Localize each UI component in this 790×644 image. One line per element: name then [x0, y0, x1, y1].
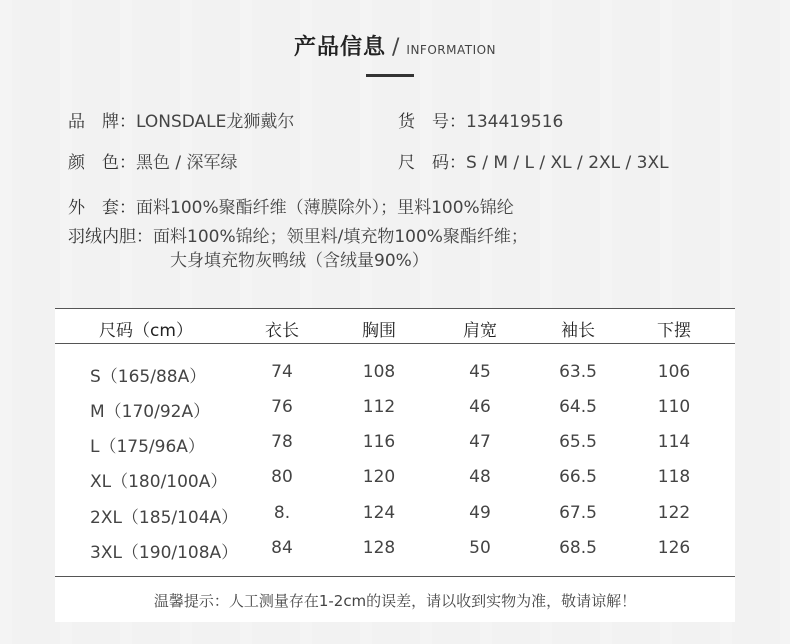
table-cell-sleeve: 67.5	[559, 503, 597, 523]
table-cell-shoulder: 46	[469, 397, 491, 417]
table-cell-chest: 128	[362, 538, 396, 558]
liner-row-continued	[170, 246, 429, 271]
brand-label: 品 牌：	[68, 112, 136, 132]
table-cell-hem: 106	[657, 362, 691, 382]
size-row	[398, 148, 669, 173]
color-label: 颜 色：	[68, 153, 136, 173]
table-cell-length: 76	[271, 397, 293, 417]
table-rule-bottom	[55, 576, 735, 577]
table-cell-size: 2XL（185/104A）	[90, 508, 239, 528]
table-cell-hem: 110	[657, 397, 691, 417]
table-rule-top	[55, 308, 735, 309]
table-cell-chest: 116	[362, 432, 396, 452]
table-header-length: 衣长	[265, 321, 299, 341]
color-row	[68, 148, 238, 173]
table-cell-chest: 120	[362, 467, 396, 487]
table-header-size: 尺码（cm）	[99, 321, 193, 341]
item-no-value: 134419516	[466, 112, 564, 132]
table-cell-sleeve: 63.5	[559, 362, 597, 382]
table-cell-size: XL（180/100A）	[90, 472, 228, 492]
table-cell-shoulder: 50	[469, 538, 491, 558]
table-cell-hem: 126	[657, 538, 691, 558]
table-cell-size: L（175/96A）	[90, 437, 205, 457]
shell-value: 面料100%聚酯纤维（薄膜除外）；里料100%锦纶	[136, 198, 514, 218]
table-cell-length: 80	[271, 467, 293, 487]
size-table	[55, 308, 735, 622]
table-cell-length: 84	[271, 538, 293, 558]
table-cell-sleeve: 66.5	[559, 467, 597, 487]
table-rule-header	[55, 343, 735, 344]
table-cell-sleeve: 64.5	[559, 397, 597, 417]
item-no-row	[398, 107, 563, 132]
table-cell-chest: 108	[362, 362, 396, 382]
table-cell-shoulder: 49	[469, 503, 491, 523]
brand-value: LONSDALE龙狮戴尔	[136, 112, 295, 132]
item-no-label: 货 号：	[398, 112, 466, 132]
table-header-sleeve: 袖长	[561, 321, 595, 341]
color-value: 黑色 / 深军绿	[136, 153, 238, 173]
shell-row	[68, 193, 514, 218]
table-cell-length: 74	[271, 362, 293, 382]
title-underline	[366, 74, 414, 77]
liner-row	[68, 222, 528, 247]
brand-row	[68, 107, 294, 132]
title-en: INFORMATION	[406, 43, 497, 57]
table-cell-chest: 112	[362, 397, 396, 417]
shell-label: 外 套：	[68, 198, 136, 218]
table-cell-length: 8.	[273, 503, 291, 523]
liner-label: 羽绒内胆：	[68, 227, 153, 247]
liner-value-line1: 面料100%锦纶；领里料/填充物100%聚酯纤维；	[153, 227, 528, 247]
table-header-shoulder: 肩宽	[463, 321, 497, 341]
table-cell-size: S（165/88A）	[90, 367, 207, 387]
table-cell-chest: 124	[362, 503, 396, 523]
table-cell-hem: 122	[657, 503, 691, 523]
table-header-hem: 下摆	[657, 321, 691, 341]
table-cell-shoulder: 48	[469, 467, 491, 487]
table-cell-length: 78	[271, 432, 293, 452]
table-cell-size: M（170/92A）	[90, 402, 211, 422]
table-cell-shoulder: 45	[469, 362, 491, 382]
table-cell-hem: 114	[657, 432, 691, 452]
title-cn: 产品信息	[293, 35, 386, 60]
size-label: 尺 码：	[398, 153, 466, 173]
table-cell-size: 3XL（190/108A）	[90, 543, 239, 563]
liner-value-line2: 大身填充物灰鸭绒（含绒量90%）	[170, 251, 429, 271]
table-header-chest: 胸围	[362, 321, 396, 341]
footer-note: 温馨提示：人工测量存在1-2cm的误差，请以收到实物为准，敬请谅解！	[153, 592, 637, 610]
table-cell-sleeve: 65.5	[559, 432, 597, 452]
title-slash: /	[391, 35, 401, 60]
section-title	[0, 30, 790, 61]
table-cell-hem: 118	[657, 467, 691, 487]
size-value: S / M / L / XL / 2XL / 3XL	[466, 153, 669, 173]
table-cell-sleeve: 68.5	[559, 538, 597, 558]
table-cell-shoulder: 47	[469, 432, 491, 452]
